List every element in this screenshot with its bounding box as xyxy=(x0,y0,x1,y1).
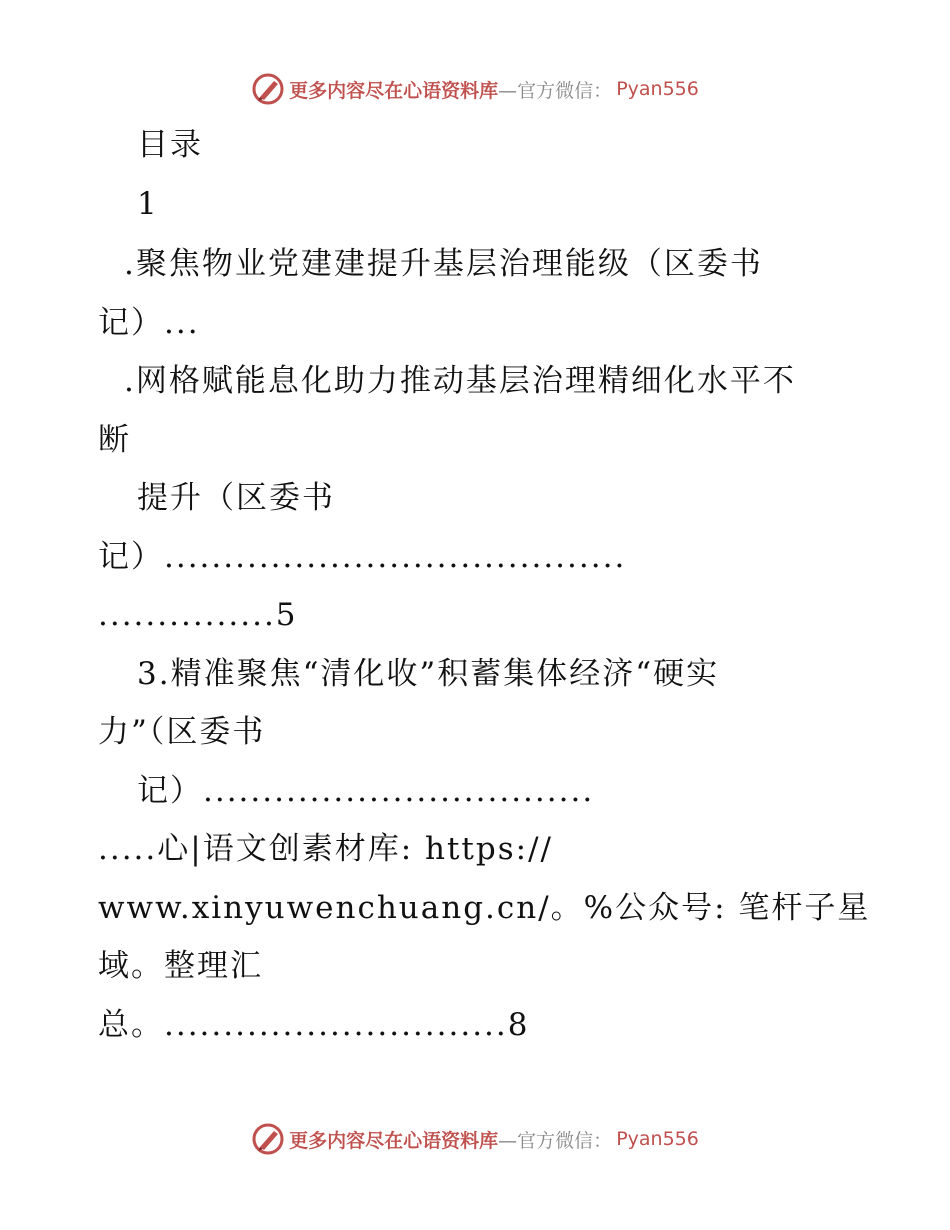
toc-entry-3-dots: 记）................................. xyxy=(137,773,595,809)
watermark-id-text: Pyan556 xyxy=(616,78,699,100)
watermark-main-text: 更多内容尽在心语资料库 xyxy=(289,1129,499,1152)
toc-entry-3: 3.精准聚焦“清化收”积蓄集体经济“硬实 xyxy=(137,656,720,692)
toc-entry-3-source: .....心|语文创素材库: https:// xyxy=(98,831,553,867)
pen-logo-icon xyxy=(251,72,285,106)
watermark-main-text: 更多内容尽在心语资料库 xyxy=(289,79,499,102)
watermark-sep-text: —官方微信： xyxy=(498,1129,613,1152)
pen-logo-icon xyxy=(251,1122,285,1156)
watermark-sep-text: —官方微信： xyxy=(498,79,613,102)
watermark-id-text: Pyan556 xyxy=(616,1128,699,1150)
toc-entry-2-cont: 断 xyxy=(98,422,131,458)
toc-entry-3-note: 域。整理汇 xyxy=(98,948,263,984)
toc-entry-3-page: 总。.............................8 xyxy=(98,1007,530,1043)
header-watermark xyxy=(0,72,950,106)
toc-line-number: 1 xyxy=(137,186,159,222)
toc-entry-1: .聚焦物业党建建提升基层治理能级（区委书 xyxy=(124,246,763,282)
toc-entry-2-page: ...............5 xyxy=(98,597,298,633)
toc-entry-2-dots: 记）....................................... xyxy=(98,539,627,575)
footer-watermark xyxy=(0,1122,950,1156)
toc-title: 目录 xyxy=(137,127,203,163)
toc-entry-3-cont: 力”（区委书 xyxy=(98,714,266,750)
toc-entry-1-cont: 记）... xyxy=(98,305,200,341)
toc-entry-2-cont2: 提升（区委书 xyxy=(137,480,335,516)
toc-entry-2: .网格赋能息化助力推动基层治理精细化水平不 xyxy=(124,363,796,399)
toc-entry-3-url: www.xinyuwenchuang.cn/。%公众号: 笔杆子星 xyxy=(98,890,871,926)
